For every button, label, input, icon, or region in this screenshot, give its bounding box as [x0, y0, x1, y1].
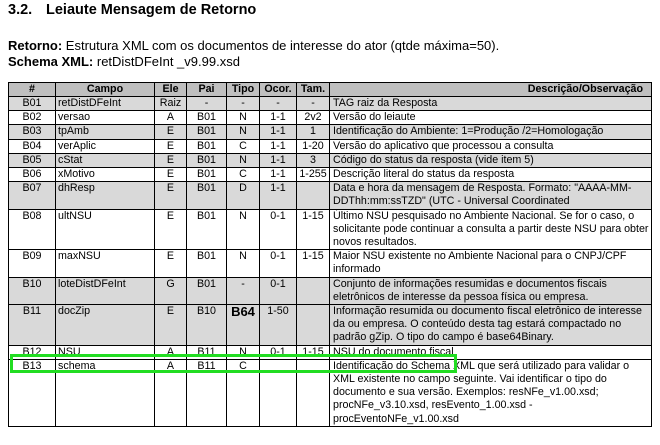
- cell-campo: ultNSU: [56, 209, 155, 250]
- cell-tam: [297, 277, 330, 304]
- cell-id: B06: [9, 168, 56, 182]
- cell-ele: E: [155, 125, 187, 139]
- cell-tam: 1: [297, 125, 330, 139]
- cell-ele: E: [155, 153, 187, 167]
- cell-desc: Descrição literal do status da resposta: [330, 168, 652, 182]
- cell-tipo: N: [227, 125, 260, 139]
- header-tam: Tam.: [297, 83, 330, 97]
- cell-desc: Conjunto de informações resumidas e documentos fiscais eletrônicos de interesse da pessoa física ou empresa.: [330, 277, 652, 304]
- cell-ocor: 1-50: [260, 305, 297, 346]
- cell-ocor: 1-1: [260, 139, 297, 153]
- header-descricao: Descrição/Observação: [330, 83, 652, 97]
- cell-tam: 1-20: [297, 139, 330, 153]
- cell-tam: 2v2: [297, 111, 330, 125]
- cell-campo: schema: [56, 359, 155, 426]
- cell-tipo: N: [227, 345, 260, 359]
- cell-pai: B01: [187, 209, 227, 250]
- cell-pai: B11: [187, 345, 227, 359]
- cell-ele: E: [155, 305, 187, 346]
- cell-ocor: 1-1: [260, 153, 297, 167]
- table-row: [9, 139, 652, 153]
- cell-id: B11: [9, 305, 56, 346]
- cell-desc: Maior NSU existente no Ambiente Nacional para o CNPJ/CPF informado: [330, 250, 652, 277]
- header-ocor: Ocor.: [260, 83, 297, 97]
- cell-tipo: N: [227, 209, 260, 250]
- cell-tipo: B64: [227, 305, 260, 346]
- cell-pai: B01: [187, 111, 227, 125]
- cell-tam: -: [297, 97, 330, 111]
- cell-tipo: -: [227, 277, 260, 304]
- cell-id: B07: [9, 182, 56, 209]
- cell-id: B01: [9, 97, 56, 111]
- cell-ele: G: [155, 277, 187, 304]
- cell-pai: B01: [187, 277, 227, 304]
- section-number: 3.2.: [8, 2, 33, 18]
- cell-id: B12: [9, 345, 56, 359]
- cell-ocor: 0-1: [260, 277, 297, 304]
- cell-tipo: C: [227, 139, 260, 153]
- cell-tam: 1-15: [297, 209, 330, 250]
- cell-id: B13: [9, 359, 56, 426]
- cell-ele: E: [155, 139, 187, 153]
- table-row: [9, 168, 652, 182]
- cell-desc: Último NSU pesquisado no Ambiente Nacional. Se for o caso, o solicitante pode continuar a consulta a partir deste NSU para obter novos resultados.: [330, 209, 652, 250]
- cell-tam: [297, 359, 330, 426]
- cell-ocor: 1-1: [260, 168, 297, 182]
- header-tipo: Tipo: [227, 83, 260, 97]
- cell-ele: E: [155, 209, 187, 250]
- cell-ele: A: [155, 345, 187, 359]
- section-heading: [8, 2, 256, 18]
- cell-ocor: 1-1: [260, 125, 297, 139]
- cell-ocor: [260, 359, 297, 426]
- cell-ele: A: [155, 359, 187, 426]
- cell-tipo: C: [227, 168, 260, 182]
- cell-tam: 1-15: [297, 345, 330, 359]
- cell-campo: maxNSU: [56, 250, 155, 277]
- table-row: [9, 345, 652, 359]
- cell-id: B02: [9, 111, 56, 125]
- cell-desc: Identificação do Ambiente: 1=Produção /2=Homologação: [330, 125, 652, 139]
- cell-desc: Versão do leiaute: [330, 111, 652, 125]
- cell-campo: loteDistDFeInt: [56, 277, 155, 304]
- header-num: #: [9, 83, 56, 97]
- retorno-line: [8, 38, 499, 53]
- header-ele: Ele: [155, 83, 187, 97]
- cell-tam: 1-255: [297, 168, 330, 182]
- cell-pai: B10: [187, 305, 227, 346]
- cell-id: B08: [9, 209, 56, 250]
- cell-campo: cStat: [56, 153, 155, 167]
- cell-ele: Raiz: [155, 97, 187, 111]
- table-header-row: [9, 83, 652, 97]
- cell-ocor: 0-1: [260, 345, 297, 359]
- cell-ocor: 0-1: [260, 250, 297, 277]
- cell-campo: dhResp: [56, 182, 155, 209]
- table-row: [9, 97, 652, 111]
- cell-desc: NSU do documento fiscal: [330, 345, 652, 359]
- cell-tipo: N: [227, 111, 260, 125]
- cell-id: B10: [9, 277, 56, 304]
- cell-tam: [297, 305, 330, 346]
- cell-campo: retDistDFeInt: [56, 97, 155, 111]
- cell-ocor: 1-1: [260, 111, 297, 125]
- cell-id: B05: [9, 153, 56, 167]
- layout-table: [8, 82, 652, 427]
- table-row: [9, 277, 652, 304]
- cell-pai: B11: [187, 359, 227, 426]
- cell-pai: B01: [187, 125, 227, 139]
- cell-campo: xMotivo: [56, 168, 155, 182]
- cell-campo: NSU: [56, 345, 155, 359]
- cell-tam: 1-15: [297, 250, 330, 277]
- cell-tipo: N: [227, 250, 260, 277]
- cell-tipo: N: [227, 153, 260, 167]
- cell-pai: -: [187, 97, 227, 111]
- cell-ele: E: [155, 168, 187, 182]
- cell-id: B03: [9, 125, 56, 139]
- cell-desc: Identificação do Schema XML que será utilizado para validar o XML existente no campo seguinte. Vai identificar o tipo do documento e sua versão. Exemplos: resNFe_v1.00.xsd; procNFe_v3.10.xsd, resEvento_1.00.xsd - procEventoNFe_v1.00.xsd: [330, 359, 652, 426]
- cell-ocor: 1-1: [260, 182, 297, 209]
- cell-pai: B01: [187, 139, 227, 153]
- cell-campo: verAplic: [56, 139, 155, 153]
- retorno-text: Estrutura XML com os documentos de interesse do ator (qtde máxima=50).: [65, 38, 500, 53]
- cell-tipo: D: [227, 182, 260, 209]
- cell-pai: B01: [187, 168, 227, 182]
- table-row: [9, 182, 652, 209]
- header-campo: Campo: [56, 83, 155, 97]
- cell-pai: B01: [187, 182, 227, 209]
- cell-campo: tpAmb: [56, 125, 155, 139]
- cell-ocor: 0-1: [260, 209, 297, 250]
- table-row: [9, 125, 652, 139]
- table-row: [9, 305, 652, 346]
- retorno-label: Retorno:: [8, 38, 63, 53]
- section-title: Leiaute Mensagem de Retorno: [46, 2, 257, 18]
- cell-tipo: -: [227, 97, 260, 111]
- schema-label: Schema XML:: [8, 54, 94, 69]
- table-row: [9, 209, 652, 250]
- cell-campo: docZip: [56, 305, 155, 346]
- cell-desc: TAG raiz da Resposta: [330, 97, 652, 111]
- cell-campo: versao: [56, 111, 155, 125]
- cell-desc: Versão do aplicativo que processou a consulta: [330, 139, 652, 153]
- cell-tipo: C: [227, 359, 260, 426]
- table-row: [9, 111, 652, 125]
- cell-ele: E: [155, 250, 187, 277]
- cell-tam: 3: [297, 153, 330, 167]
- cell-ele: A: [155, 111, 187, 125]
- cell-tam: [297, 182, 330, 209]
- cell-ele: E: [155, 182, 187, 209]
- table-row: [9, 359, 652, 426]
- table-row: [9, 153, 652, 167]
- cell-ocor: -: [260, 97, 297, 111]
- cell-desc: Data e hora da mensagem de Resposta. Formato: "AAAA-MM-DDThh:mm:ssTZD" (UTC - Universal Coordinated: [330, 182, 652, 209]
- schema-text: retDistDFeInt _v9.99.xsd: [96, 54, 240, 69]
- cell-pai: B01: [187, 153, 227, 167]
- cell-desc: Código do status da resposta (vide item 5): [330, 153, 652, 167]
- cell-pai: B01: [187, 250, 227, 277]
- cell-id: B09: [9, 250, 56, 277]
- cell-id: B04: [9, 139, 56, 153]
- cell-desc: Informação resumida ou documento fiscal eletrônico de interesse da ou empresa. O conteúdo desta tag estará compactado no padrão gZip. O tipo do campo é base64Binary.: [330, 305, 652, 346]
- table-row: [9, 250, 652, 277]
- schema-line: [8, 54, 240, 69]
- header-pai: Pai: [187, 83, 227, 97]
